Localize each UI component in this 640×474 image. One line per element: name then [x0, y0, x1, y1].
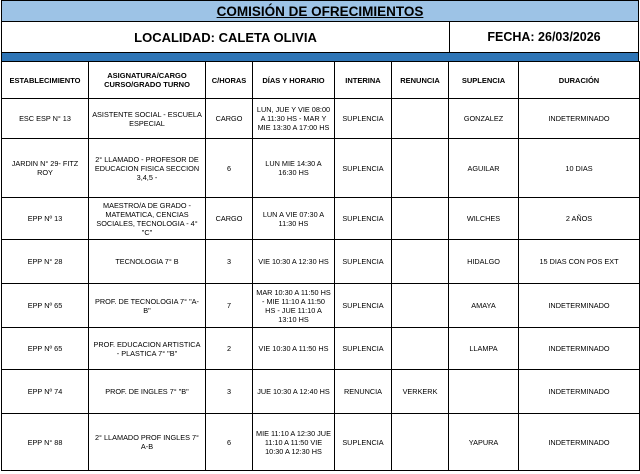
info-row [1, 22, 639, 53]
header-asignatura-line2: CURSO/GRADO TURNO [104, 80, 190, 89]
table-row [2, 328, 640, 370]
cell-establecimiento: EPP Nº 65 [2, 284, 89, 328]
cell-interina: SUPLENCIA [335, 328, 392, 370]
cell-suplencia: HIDALGO [449, 240, 519, 284]
cell-establecimiento: EPP Nº 13 [2, 198, 89, 240]
table-row [2, 198, 640, 240]
cell-dias: LUN, JUE Y VIE 08:00 A 11:30 HS - MAR Y MIE 13:30 A 17:00 HS [253, 99, 335, 139]
cell-duracion: 2 AÑOS [519, 198, 640, 240]
cell-dias: LUN MIE 14:30 A 16:30 HS [253, 139, 335, 198]
table-row [2, 370, 640, 414]
cell-duracion: INDETERMINADO [519, 370, 640, 414]
cell-asignatura: 2° LLAMADO PROF INGLES 7° A-B [89, 414, 206, 471]
cell-suplencia: WILCHES [449, 198, 519, 240]
cell-suplencia: YAPURA [449, 414, 519, 471]
cell-suplencia [449, 370, 519, 414]
document-title: COMISIÓN DE OFRECIMIENTOS [1, 0, 639, 22]
cell-horas: 2 [206, 328, 253, 370]
cell-asignatura: 2° LLAMADO - PROFESOR DE EDUCACION FISICA SECCION 3,4,5 - [89, 139, 206, 198]
header-establecimiento: ESTABLECIMIENTO [2, 62, 89, 99]
cell-dias: LUN A VIE 07:30 A 11:30 HS [253, 198, 335, 240]
cell-asignatura: PROF. DE INGLES 7° "B" [89, 370, 206, 414]
header-renuncia: RENUNCIA [392, 62, 449, 99]
offers-table [1, 61, 640, 471]
header-horas: C/HORAS [206, 62, 253, 99]
header-interina: INTERINA [335, 62, 392, 99]
cell-renuncia [392, 139, 449, 198]
cell-dias: JUE 10:30 A 12:40 HS [253, 370, 335, 414]
cell-asignatura: PROF. EDUCACION ARTISTICA - PLASTICA 7° "B" [89, 328, 206, 370]
cell-interina: SUPLENCIA [335, 284, 392, 328]
cell-duracion: 10 DIAS [519, 139, 640, 198]
cell-asignatura: PROF. DE TECNOLOGIA 7° "A-B" [89, 284, 206, 328]
cell-establecimiento: EPP Nº 74 [2, 370, 89, 414]
table-row [2, 414, 640, 471]
cell-horas: 3 [206, 240, 253, 284]
table-header-row [2, 62, 640, 99]
cell-interina: RENUNCIA [335, 370, 392, 414]
cell-horas: 6 [206, 139, 253, 198]
cell-renuncia [392, 284, 449, 328]
cell-renuncia: VERKERK [392, 370, 449, 414]
table-row [2, 240, 640, 284]
cell-renuncia [392, 414, 449, 471]
cell-interina: SUPLENCIA [335, 414, 392, 471]
cell-interina: SUPLENCIA [335, 99, 392, 139]
cell-dias: VIE 10:30 A 12:30 HS [253, 240, 335, 284]
cell-interina: SUPLENCIA [335, 139, 392, 198]
cell-horas: 3 [206, 370, 253, 414]
cell-horas: 7 [206, 284, 253, 328]
cell-asignatura: ASISTENTE SOCIAL - ESCUELA ESPECIAL [89, 99, 206, 139]
cell-establecimiento: JARDIN N° 29- FITZ ROY [2, 139, 89, 198]
cell-duracion: 15 DIAS CON POS EXT [519, 240, 640, 284]
header-asignatura [89, 62, 206, 99]
cell-dias: VIE 10:30 A 11:50 HS [253, 328, 335, 370]
header-suplencia: SUPLENCIA [449, 62, 519, 99]
cell-interina: SUPLENCIA [335, 240, 392, 284]
cell-duracion: INDETERMINADO [519, 328, 640, 370]
cell-dias: MAR 10:30 A 11:50 HS - MIE 11:10 A 11:50 HS - JUE 11:10 A 13:10 HS [253, 284, 335, 328]
cell-interina: SUPLENCIA [335, 198, 392, 240]
localidad-label: LOCALIDAD: CALETA OLIVIA [2, 22, 450, 52]
cell-duracion: INDETERMINADO [519, 99, 640, 139]
table-row [2, 139, 640, 198]
cell-renuncia [392, 328, 449, 370]
blue-divider-band [1, 53, 639, 61]
cell-duracion: INDETERMINADO [519, 284, 640, 328]
cell-suplencia: AGUILAR [449, 139, 519, 198]
table-row [2, 99, 640, 139]
document-sheet [1, 0, 639, 471]
header-dias: DÍAS Y HORARIO [253, 62, 335, 99]
cell-establecimiento: ESC ESP N° 13 [2, 99, 89, 139]
cell-suplencia: LLAMPA [449, 328, 519, 370]
cell-horas: CARGO [206, 99, 253, 139]
cell-establecimiento: EPP Nº 65 [2, 328, 89, 370]
cell-establecimiento: EPP N° 28 [2, 240, 89, 284]
cell-suplencia: AMAYA [449, 284, 519, 328]
cell-asignatura: MAESTRO/A DE GRADO - MATEMATICA, CENCIAS SOCIALES, TECNOLOGIA - 4° "C" [89, 198, 206, 240]
cell-renuncia [392, 99, 449, 139]
cell-renuncia [392, 240, 449, 284]
cell-horas: CARGO [206, 198, 253, 240]
cell-horas: 6 [206, 414, 253, 471]
cell-establecimiento: EPP N° 88 [2, 414, 89, 471]
cell-asignatura: TECNOLOGIA 7° B [89, 240, 206, 284]
cell-suplencia: GONZALEZ [449, 99, 519, 139]
header-duracion: DURACIÓN [519, 62, 640, 99]
table-row [2, 284, 640, 328]
cell-renuncia [392, 198, 449, 240]
cell-duracion: INDETERMINADO [519, 414, 640, 471]
cell-dias: MIE 11:10 A 12:30 JUE 11:10 A 11:50 VIE 10:30 A 12:30 HS [253, 414, 335, 471]
fecha-label: FECHA: 26/03/2026 [487, 30, 601, 44]
header-asignatura-line1: ASIGNATURA/CARGO [107, 71, 187, 80]
